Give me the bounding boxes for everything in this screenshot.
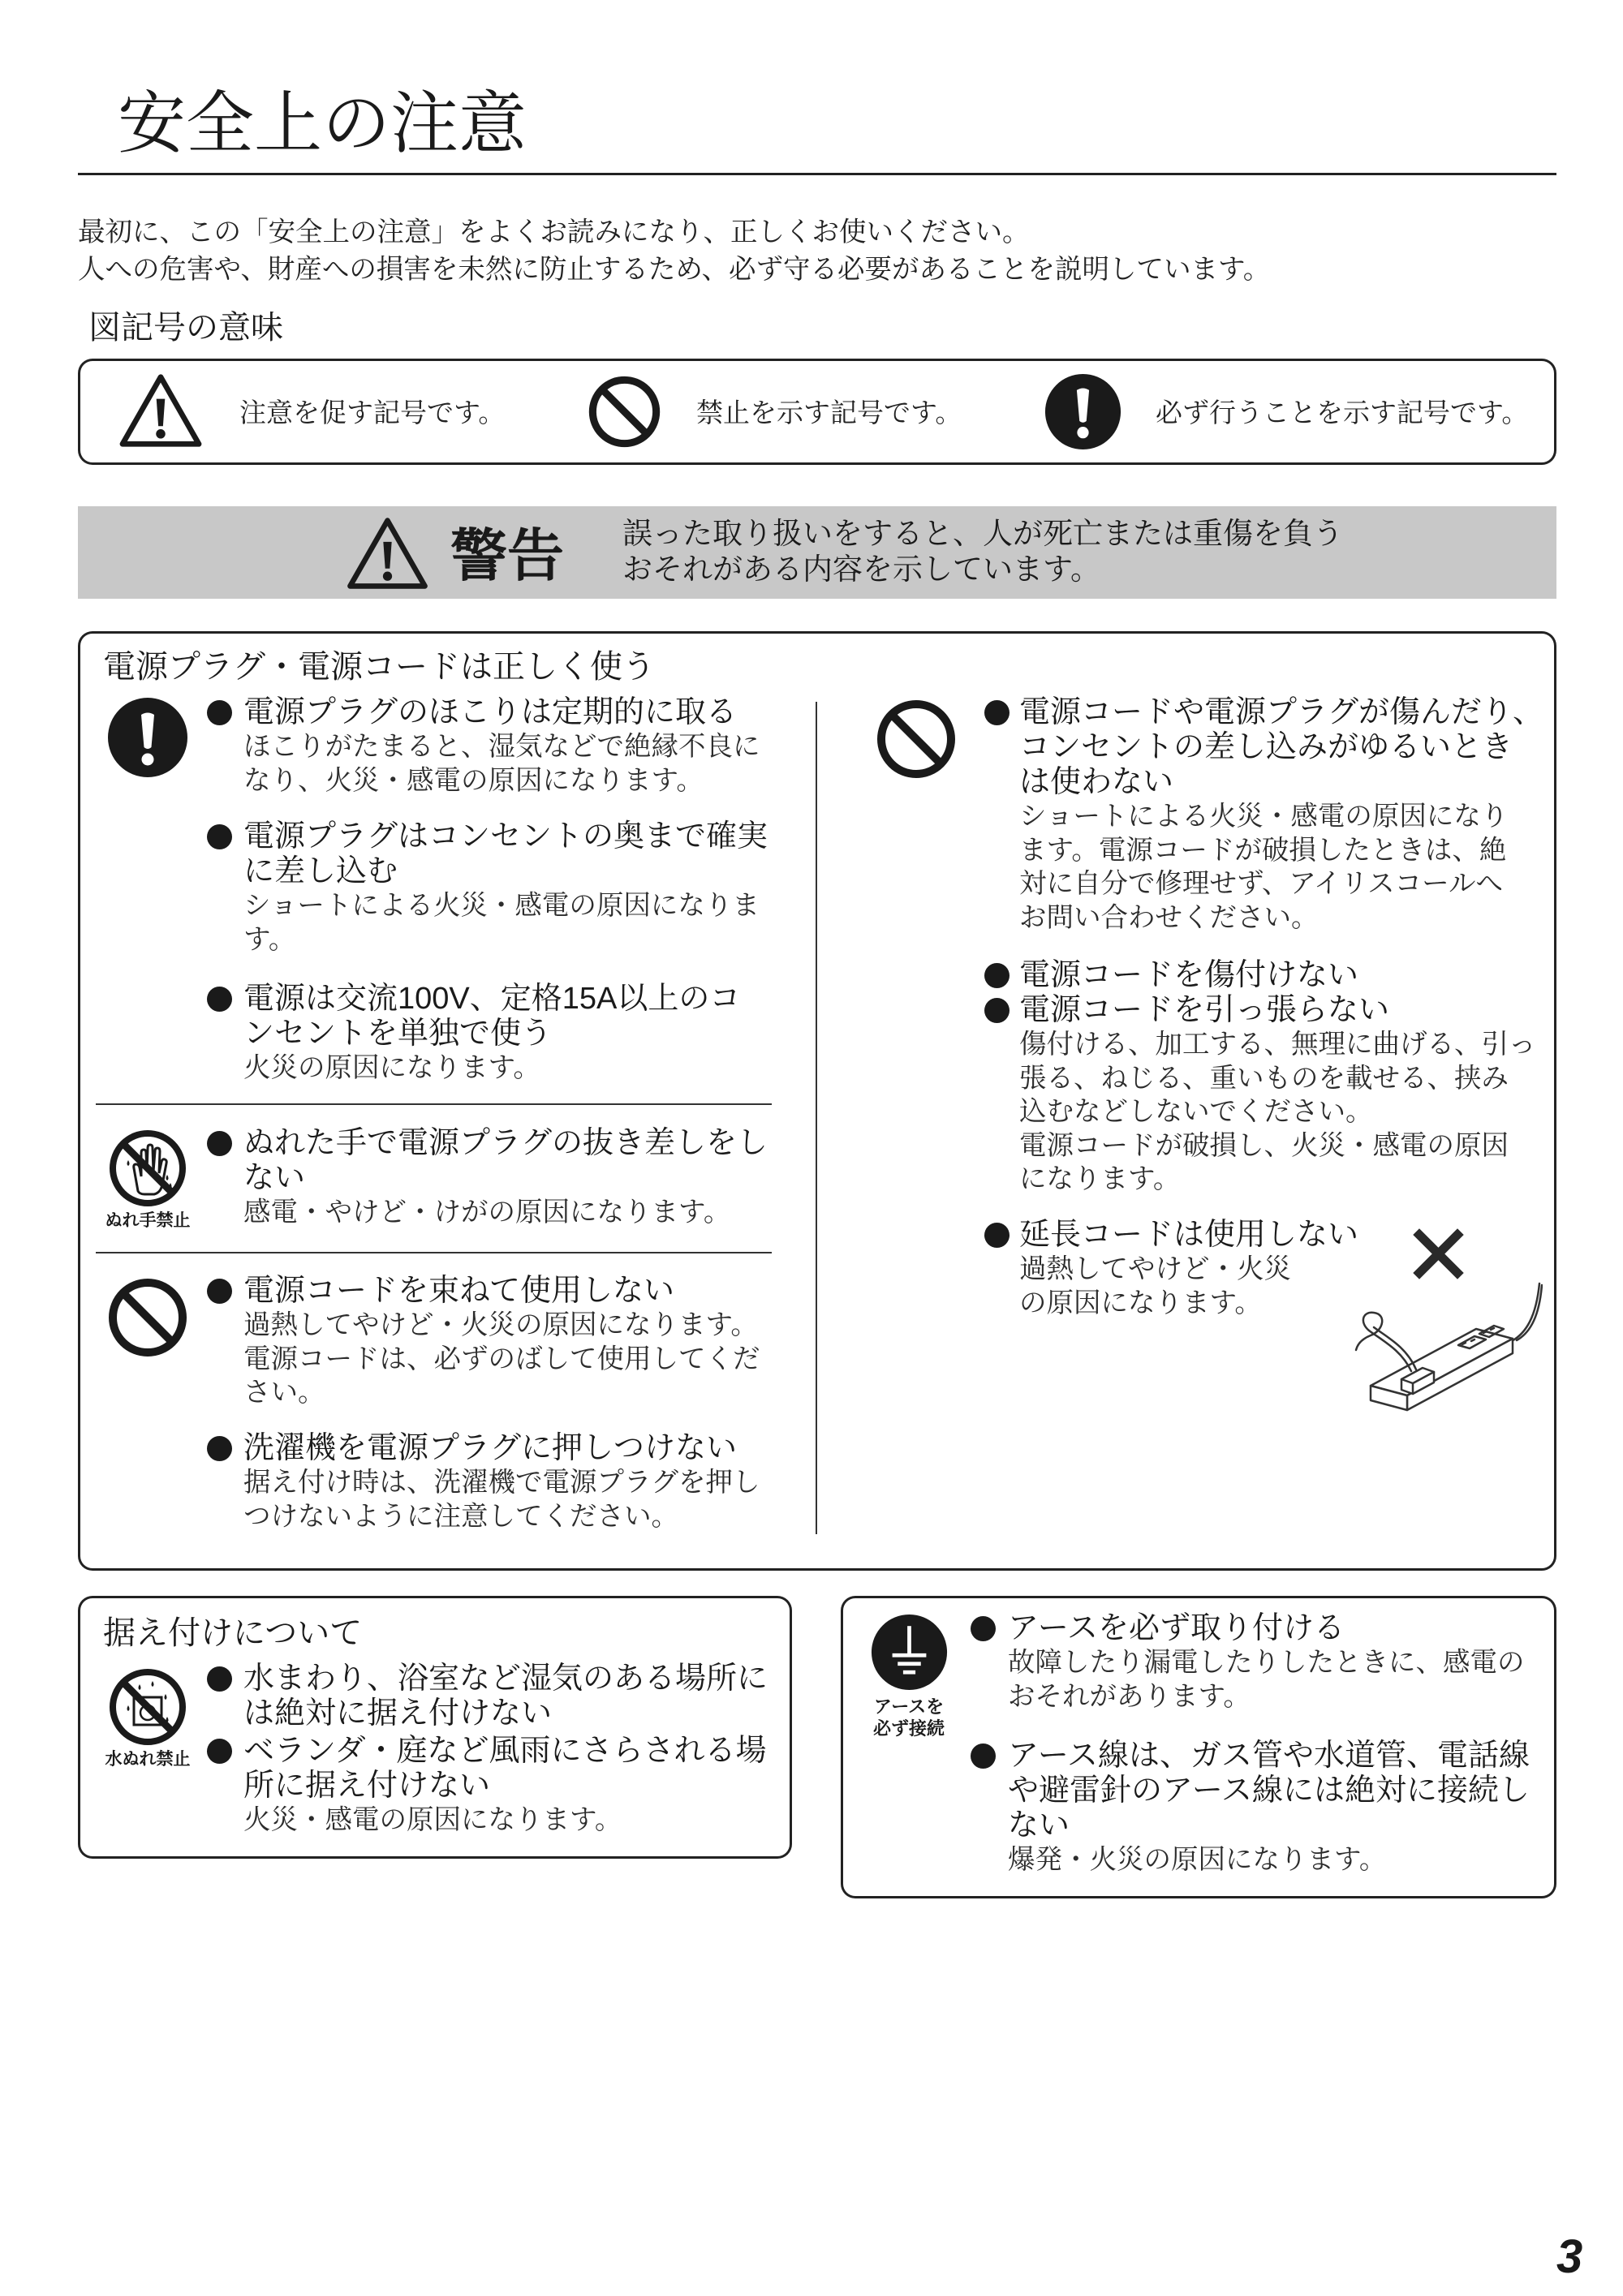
safety-item	[207, 982, 740, 1086]
safety-item	[971, 1739, 1530, 1877]
text-line: す。	[243, 924, 296, 955]
water-prohibited-icon	[107, 1666, 188, 1748]
item-note	[243, 730, 760, 798]
wet-hands-prohibited-label: ぬれ手禁止	[105, 1211, 191, 1230]
bullet	[971, 1743, 996, 1769]
text-line: 過熱してやけど・火災の原因になります。	[243, 1310, 758, 1340]
bullet	[207, 1666, 232, 1692]
item-title	[243, 1662, 768, 1731]
item-note	[243, 1309, 760, 1410]
safety-item	[207, 1126, 768, 1230]
page-title: 安全上の注意	[118, 85, 527, 161]
text-line: 傷付ける、加工する、無理に曲げる、引っ	[1019, 1030, 1536, 1060]
wet-hands-prohibited-icon	[107, 1128, 188, 1209]
text-line: 所に据え付けない	[243, 1769, 491, 1803]
text-line: 張る、ねじる、重いものを載せる、挟み	[1019, 1063, 1509, 1094]
text-line: 電源プラグはコンセントの奥まで確実	[243, 819, 768, 853]
text-line: に差し込む	[243, 854, 398, 888]
text-line: ンセントを単独で使う	[243, 1017, 553, 1051]
item-title	[1019, 1218, 1358, 1253]
installation-section	[78, 1596, 792, 1859]
power-strip-plug-icon	[1354, 1266, 1543, 1424]
bullet	[207, 1436, 232, 1461]
text-line: 水まわり、浴室など湿気のある場所に	[243, 1662, 768, 1696]
text-line: 込むなどしないでください。	[1019, 1097, 1373, 1127]
item-title	[243, 1431, 760, 1466]
text-line: 電源プラグのほこりは定期的に取る	[243, 695, 738, 729]
text-line: になります。	[1019, 1164, 1181, 1194]
column-divider	[816, 702, 817, 1534]
text-line: 電源コードが破損し、火災・感電の原因	[1019, 1130, 1509, 1161]
item-title	[243, 1126, 768, 1196]
grounding-section	[841, 1596, 1556, 1898]
item-note	[243, 1196, 768, 1230]
water-prohibited-label: 水ぬれ禁止	[105, 1750, 191, 1769]
item-title	[243, 695, 760, 730]
text-line: 電源コードは、必ずのばして使用してくだ	[243, 1344, 760, 1374]
item-note	[1019, 1253, 1358, 1320]
power-cord-section	[78, 631, 1556, 1571]
caution-triangle-icon	[118, 372, 204, 449]
item-title	[243, 819, 768, 889]
item-title	[1019, 695, 1543, 800]
text-line: は絶対に据え付けない	[243, 1696, 553, 1731]
text-line: ぬれた手で電源プラグの抜き差しをし	[243, 1126, 768, 1160]
warning-label: 警告	[450, 524, 564, 587]
mandatory-action-icon	[107, 697, 188, 778]
text-line: 対に自分で修理せず、アイリスコールへ	[1019, 869, 1503, 899]
mandatory-action-icon	[1044, 373, 1121, 450]
prohibition-icon	[588, 375, 661, 449]
ground-connection-label	[864, 1696, 954, 1739]
caution-triangle-icon	[344, 515, 431, 591]
item-note	[1008, 1646, 1525, 1713]
safety-item	[971, 1611, 1525, 1713]
text-line: 延長コードは使用しない	[1019, 1218, 1359, 1252]
text-line: なり、火災・感電の原因になります。	[243, 765, 704, 796]
text-line: さい。	[243, 1378, 325, 1408]
item-title	[1008, 1739, 1530, 1843]
safety-item	[984, 1218, 1358, 1320]
item-title	[243, 1274, 760, 1309]
text-line: 電源は交流100V、定格15A以上のコ	[243, 982, 741, 1016]
text-line: や避雷針のアース線には絶対に接続し	[1008, 1774, 1530, 1808]
item-note	[1008, 1843, 1530, 1877]
text-line: コンセントの差し込みがゆるいとき	[1019, 730, 1513, 764]
text-line: 爆発・火災の原因になります。	[1008, 1845, 1387, 1875]
safety-item	[207, 1431, 760, 1533]
page-number: 3	[1556, 2230, 1583, 2283]
intro-text	[78, 214, 1270, 289]
item-title	[243, 982, 740, 1051]
divider	[96, 1103, 772, 1105]
text-line: 過熱してやけど・火災	[1019, 1254, 1291, 1284]
text-line: つけないように注意してください。	[243, 1501, 678, 1532]
divider	[96, 1252, 772, 1253]
text-line: 火災・感電の原因になります。	[243, 1805, 622, 1835]
text-line: ない	[243, 1161, 306, 1195]
bullet	[207, 1131, 232, 1156]
prohibition-symbol-text: 禁止を示す記号です。	[696, 398, 962, 428]
item-title	[1019, 993, 1536, 1028]
bullet	[984, 1223, 1010, 1248]
text-line: 電源コードを引っ張らない	[1019, 993, 1390, 1027]
text-line: 故障したり漏電したりしたときに、感電の	[1008, 1648, 1525, 1678]
ground-connection-icon	[871, 1614, 948, 1691]
text-line: 必ず接続	[872, 1718, 945, 1739]
warning-banner	[78, 506, 1556, 599]
text-line: ショートによる火災・感電の原因になりま	[243, 891, 760, 921]
text-line: おそれがある内容を示しています。	[622, 553, 1101, 586]
text-line: 誤った取り扱いをすると、人が死亡または重傷を負う	[622, 517, 1343, 550]
section-heading: 据え付けについて	[103, 1615, 363, 1651]
item-note	[1019, 800, 1543, 935]
bullet	[984, 700, 1010, 725]
text-line: 洗濯機を電源プラグに押しつけない	[243, 1431, 738, 1465]
item-note	[1019, 1028, 1536, 1197]
safety-item	[984, 695, 1543, 935]
text-line: 人への危害や、財産への損害を未然に防止するため、必ず守る必要があることを説明しています。	[78, 255, 1271, 285]
symbol-legend-heading: 図記号の意味	[88, 310, 283, 346]
text-line: お問い合わせください。	[1019, 902, 1319, 933]
safety-item	[207, 819, 768, 957]
text-line: 据え付け時は、洗濯機で電源プラグを押し	[243, 1468, 760, 1498]
item-note	[243, 1051, 740, 1086]
bullet	[207, 1279, 232, 1304]
text-line: アース線は、ガス管や水道管、電話線	[1008, 1739, 1530, 1773]
safety-item	[984, 958, 1358, 993]
text-line: アースを	[873, 1696, 945, 1717]
item-note	[243, 1466, 760, 1533]
text-line: ベランダ・庭など風雨にさらされる場	[243, 1734, 767, 1768]
section-heading: 電源プラグ・電源コードは正しく使う	[103, 649, 655, 685]
text-line: は使わない	[1019, 765, 1174, 799]
mandatory-symbol-text: 必ず行うことを示す記号です。	[1156, 398, 1529, 428]
item-title	[1019, 958, 1358, 993]
item-note	[243, 1804, 766, 1838]
caution-symbol-text: 注意を促す記号です。	[239, 398, 506, 428]
text-line: ます。電源コードが破損したときは、絶	[1019, 835, 1507, 866]
prohibition-icon	[107, 1277, 188, 1358]
bullet	[207, 700, 232, 725]
text-line: ない	[1008, 1808, 1070, 1842]
item-title	[243, 1734, 766, 1804]
text-line: 電源コードや電源プラグが傷んだり、	[1019, 695, 1544, 729]
symbol-legend-box	[78, 359, 1556, 465]
warning-description	[622, 516, 1343, 587]
bullet	[207, 1739, 232, 1764]
safety-item	[207, 1734, 766, 1838]
text-line: 電源コードを傷付けない	[1019, 958, 1359, 992]
safety-item	[984, 993, 1536, 1197]
text-line: 火災の原因になります。	[243, 1053, 540, 1083]
safety-item	[207, 1662, 768, 1731]
text-line: 感電・やけど・けがの原因になります。	[243, 1197, 731, 1228]
bullet	[984, 998, 1010, 1023]
bullet	[207, 987, 232, 1012]
text-line: ショートによる火災・感電の原因になり	[1019, 802, 1509, 832]
text-line: 電源コードを束ねて使用しない	[243, 1274, 675, 1308]
text-line: ほこりがたまると、湿気などで絶縁不良に	[243, 732, 760, 762]
text-line: アースを必ず取り付ける	[1008, 1611, 1345, 1645]
text-line: おそれがあります。	[1008, 1681, 1251, 1712]
safety-item	[207, 695, 760, 798]
bullet	[207, 824, 232, 849]
safety-item	[207, 1274, 760, 1410]
item-note	[243, 889, 768, 957]
text-line: の原因になります。	[1019, 1288, 1262, 1318]
item-title	[1008, 1611, 1525, 1646]
bullet	[971, 1616, 996, 1641]
bullet	[984, 963, 1010, 988]
prohibition-icon	[876, 699, 957, 780]
title-underline	[78, 173, 1556, 175]
text-line: 最初に、この「安全上の注意」をよくお読みになり、正しくお使いください。	[78, 217, 1030, 247]
